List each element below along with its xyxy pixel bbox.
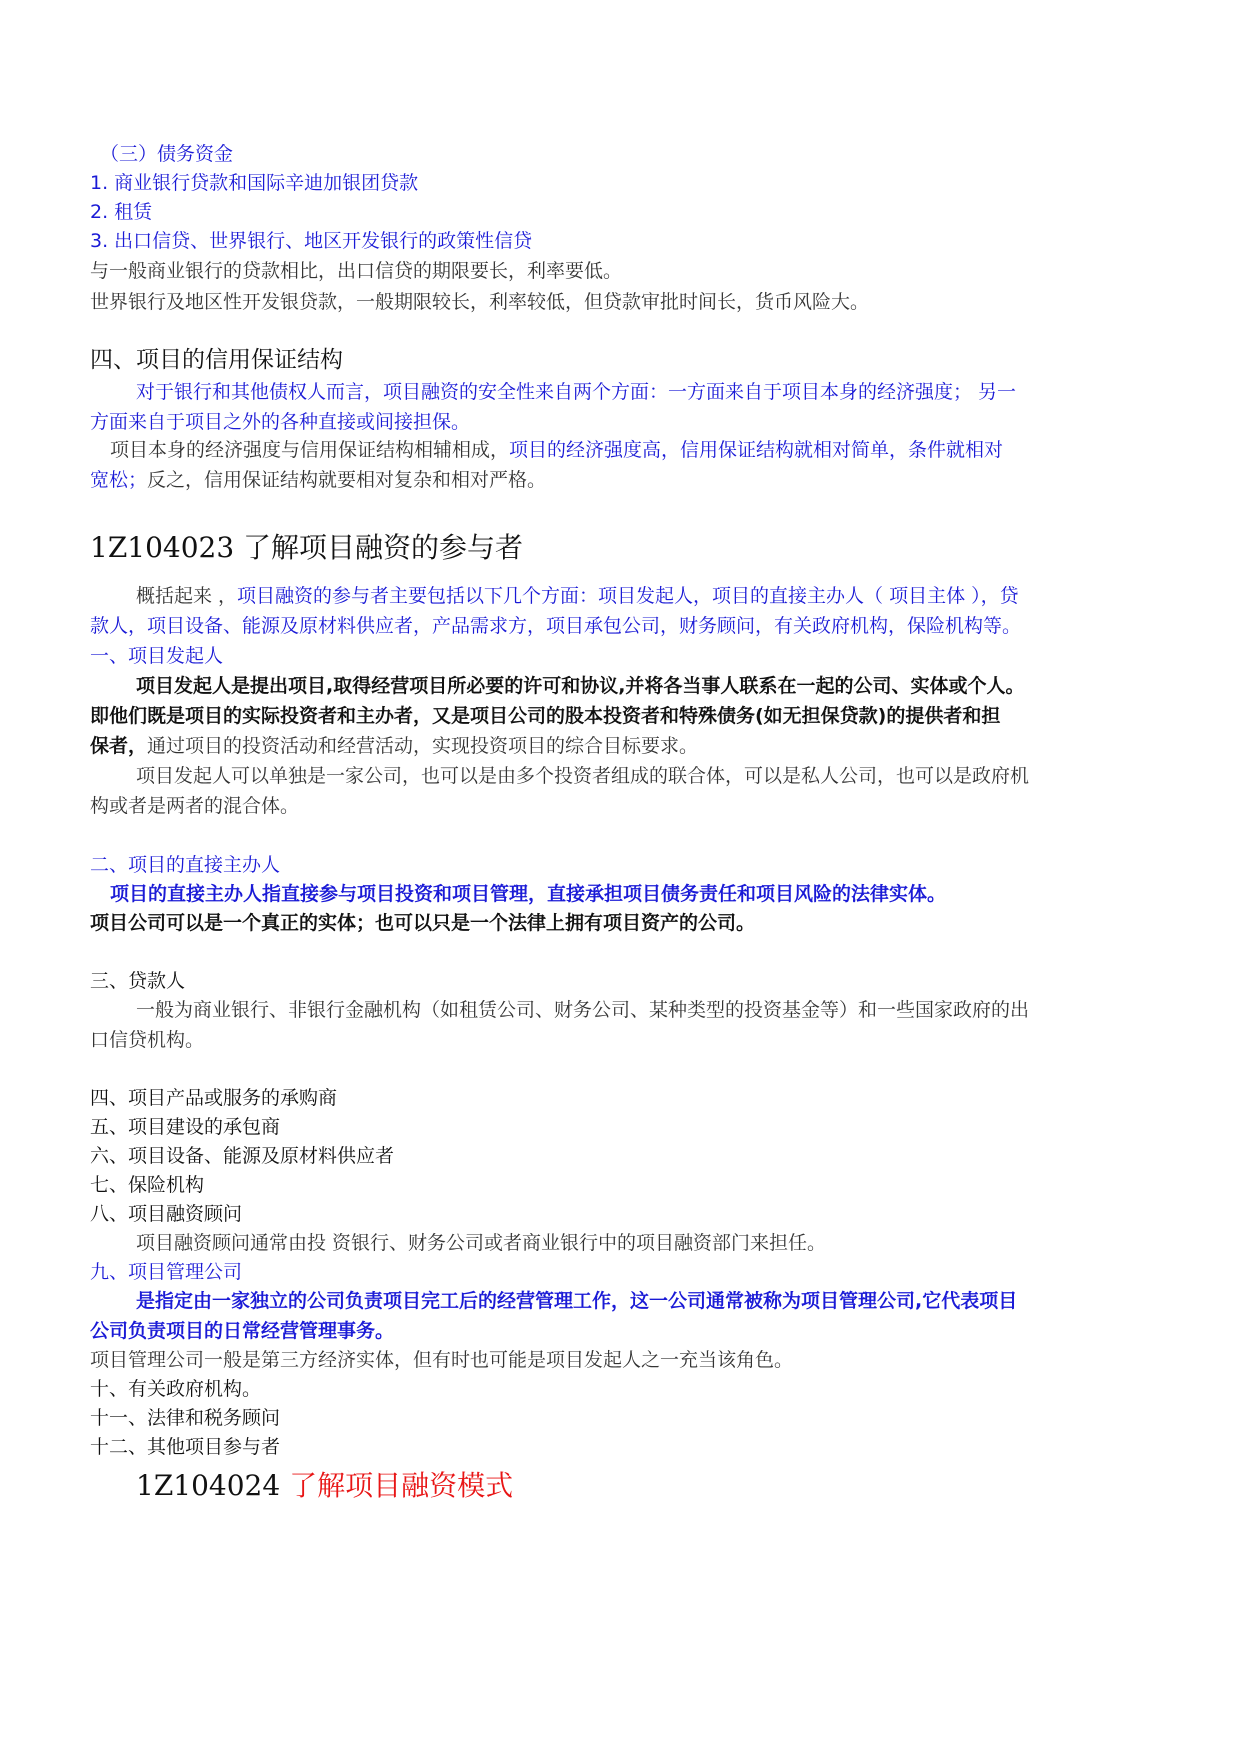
sponsor-paragraph-1-line-2: 即他们既是项目的实际投资者和主办者，又是项目公司的股本投资者和特殊债务(如无担保贷款)的提供者和担: [90, 705, 1001, 727]
debt-paragraph-2: 世界银行及地区性开发银贷款，一般期限较长，利率较低，但贷款审批时间长，货币风险大。: [90, 291, 870, 313]
participants-intro-line-1: [136, 581, 1206, 611]
lender-paragraph-line-2: 口信贷机构。: [90, 1029, 205, 1051]
management-company-paragraph-1-line-2: 公司负责项目的日常经营管理事务。: [90, 1320, 395, 1342]
financing-modes-text: 了解项目融资模式: [289, 1469, 514, 1502]
sponsor-paragraph-2-line-1: 项目发起人可以单独是一家公司，也可以是由多个投资者组成的联合体，可以是私人公司，也可以是政府机: [136, 765, 1030, 787]
contractor-heading: 五、项目建设的承包商: [90, 1116, 281, 1138]
debt-paragraph-1: 与一般商业银行的贷款相比，出口信贷的期限要长，利率要低。: [90, 260, 623, 282]
sponsor-paragraph-1-bold-end: 保者，: [90, 735, 148, 757]
participants-intro-plain: 概括起来 ，: [136, 585, 238, 607]
sponsor-paragraph-1-plain-end: 通过项目的投资活动和经营活动，实现投资项目的综合目标要求。: [147, 735, 699, 757]
financing-modes-code: 1Z104024: [136, 1469, 281, 1502]
credit-paragraph-2-plain: 项目本身的经济强度与信用保证结构相辅相成，: [110, 439, 510, 461]
sponsor-paragraph-2-line-2: 构或者是两者的混合体。: [90, 795, 300, 817]
lender-heading: 三、贷款人: [90, 970, 186, 992]
insurer-heading: 七、保险机构: [90, 1174, 205, 1196]
sponsor-paragraph-1-line-3: [90, 731, 1160, 761]
government-heading: 十、有关政府机构。: [90, 1378, 262, 1400]
debt-item-1: 1. 商业银行贷款和国际辛迪加银团贷款: [90, 172, 419, 194]
credit-paragraph-2-line-1: [110, 435, 1180, 465]
legal-tax-advisor-heading: 十一、法律和税务顾问: [90, 1407, 281, 1429]
sponsor-paragraph-1-line-1: 项目发起人是提出项目,取得经营项目所必要的许可和协议,并将各当事人联系在一起的公司、实体或个人。: [136, 675, 1025, 697]
management-company-heading: 九、项目管理公司: [90, 1261, 243, 1283]
direct-sponsor-paragraph-2: 项目公司可以是一个真正的实体；也可以只是一个法律上拥有项目资产的公司。: [90, 912, 756, 934]
offtaker-heading: 四、项目产品或服务的承购商: [90, 1087, 338, 1109]
debt-item-2: 2. 租赁: [90, 201, 153, 223]
participants-intro-list: 项目融资的参与者主要包括以下几个方面：项目发起人，项目的直接主办人（ 项目主体 ），贷: [237, 585, 1019, 607]
credit-paragraph-2-emphasis: 项目的经济强度高，信用保证结构就相对简单，条件就相对: [509, 439, 1004, 461]
debt-capital-heading: （三）债务资金: [100, 143, 234, 165]
financing-modes-title: [136, 1466, 1206, 1506]
credit-structure-heading: 四、项目的信用保证结构: [90, 347, 343, 373]
financial-advisor-heading: 八、项目融资顾问: [90, 1203, 243, 1225]
supplier-heading: 六、项目设备、能源及原材料供应者: [90, 1145, 395, 1167]
sponsor-heading: 一、项目发起人: [90, 645, 224, 667]
debt-item-3: 3. 出口信贷、世界银行、地区开发银行的政策性信贷: [90, 230, 533, 252]
credit-paragraph-2-line-2: [90, 465, 1160, 495]
management-company-paragraph-1-line-1: 是指定由一家独立的公司负责项目完工后的经营管理工作，这一公司通常被称为项目管理公司,它代表项目: [136, 1290, 1018, 1312]
lender-paragraph-line-1: 一般为商业银行、非银行金融机构（如租赁公司、财务公司、某种类型的投资基金等）和一些国家政府的出: [136, 999, 1030, 1021]
participants-intro-line-2: 款人，项目设备、能源及原材料供应者，产品需求方，项目承包公司，财务顾问，有关政府机构，保险机构等。: [90, 615, 1022, 637]
credit-paragraph-2-emphasis-end: 宽松；: [90, 469, 148, 491]
credit-paragraph-1-line-2: 方面来自于项目之外的各种直接或间接担保。: [90, 411, 471, 433]
credit-paragraph-2-plain-end: 反之，信用保证结构就要相对复杂和相对严格。: [147, 469, 547, 491]
direct-sponsor-paragraph-1: 项目的直接主办人指直接参与项目投资和项目管理，直接承担项目债务责任和项目风险的法律实体。: [110, 883, 947, 905]
financial-advisor-paragraph: 项目融资顾问通常由投 资银行、财务公司或者商业银行中的项目融资部门来担任。: [136, 1232, 827, 1254]
participants-title: 1Z104023 了解项目融资的参与者: [90, 531, 524, 564]
management-company-paragraph-2: 项目管理公司一般是第三方经济实体，但有时也可能是项目发起人之一充当该角色。: [90, 1349, 794, 1371]
credit-paragraph-1-line-1: 对于银行和其他债权人而言，项目融资的安全性来自两个方面：一方面来自于项目本身的经济强度； 另一: [136, 381, 1017, 403]
other-participants-heading: 十二、其他项目参与者: [90, 1436, 281, 1458]
direct-sponsor-heading: 二、项目的直接主办人: [90, 854, 281, 876]
